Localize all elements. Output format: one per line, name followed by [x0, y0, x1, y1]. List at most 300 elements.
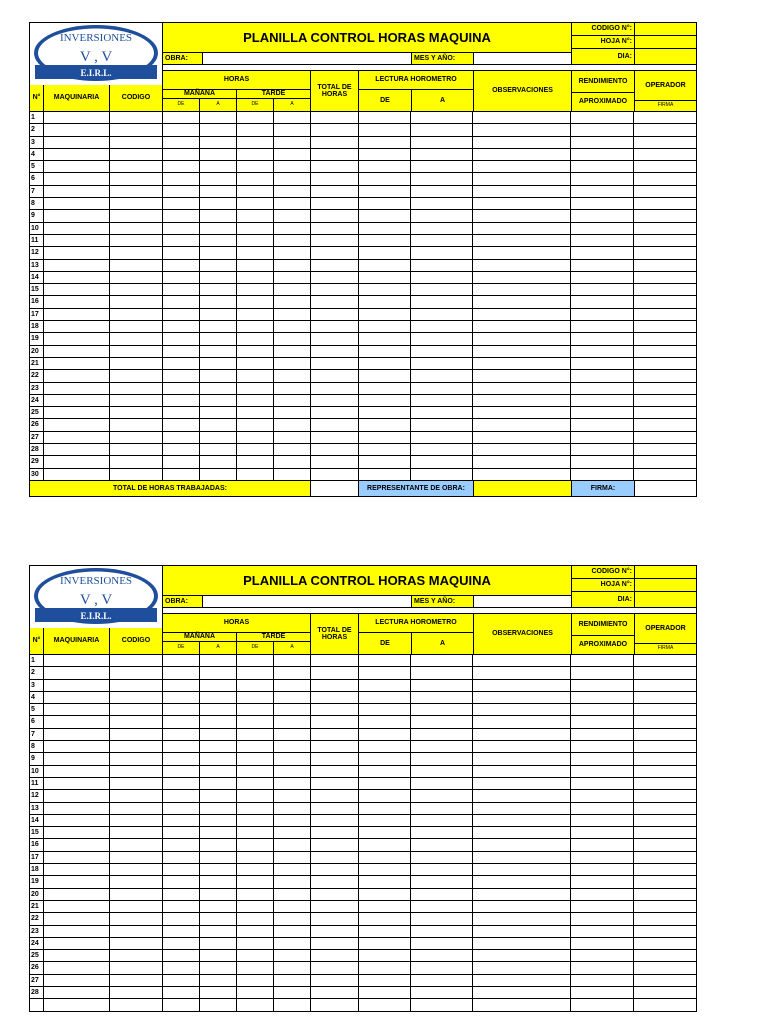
- cell-lectura-a[interactable]: [411, 766, 473, 777]
- cell-rendimiento[interactable]: [571, 272, 634, 283]
- cell-tarde-a[interactable]: [274, 987, 311, 998]
- cell-codigo[interactable]: [110, 235, 163, 246]
- cell-observaciones[interactable]: [473, 901, 571, 912]
- cell-total[interactable]: [311, 333, 359, 344]
- cell-tarde-a[interactable]: [274, 272, 311, 283]
- cell-maquinaria[interactable]: [44, 901, 110, 912]
- cell-total[interactable]: [311, 680, 359, 691]
- cell-rendimiento[interactable]: [571, 186, 634, 197]
- cell-tarde-de[interactable]: [237, 987, 274, 998]
- cell-lectura-a[interactable]: [411, 370, 473, 381]
- cell-maquinaria[interactable]: [44, 419, 110, 430]
- cell-tarde-a[interactable]: [274, 741, 311, 752]
- cell-operador[interactable]: [634, 839, 696, 850]
- cell-maquinaria[interactable]: [44, 938, 110, 949]
- cell-observaciones[interactable]: [473, 124, 571, 135]
- cell-lectura-a[interactable]: [411, 962, 473, 973]
- cell-manana-a[interactable]: [200, 815, 237, 826]
- cell-tarde-de[interactable]: [237, 766, 274, 777]
- cell-maquinaria[interactable]: [44, 235, 110, 246]
- cell-lectura-a[interactable]: [411, 864, 473, 875]
- cell-codigo[interactable]: [110, 260, 163, 271]
- cell-tarde-a[interactable]: [274, 766, 311, 777]
- cell-operador[interactable]: [634, 432, 696, 443]
- cell-observaciones[interactable]: [473, 432, 571, 443]
- cell-tarde-de[interactable]: [237, 272, 274, 283]
- cell-lectura-de[interactable]: [359, 247, 412, 258]
- cell-maquinaria[interactable]: [44, 321, 110, 332]
- cell-maquinaria[interactable]: [44, 395, 110, 406]
- cell-lectura-a[interactable]: [411, 333, 473, 344]
- cell-observaciones[interactable]: [473, 419, 571, 430]
- cell-lectura-de[interactable]: [359, 766, 412, 777]
- cell-operador[interactable]: [634, 210, 696, 221]
- cell-rendimiento[interactable]: [571, 333, 634, 344]
- cell-tarde-de[interactable]: [237, 827, 274, 838]
- cell-observaciones[interactable]: [473, 235, 571, 246]
- cell-tarde-a[interactable]: [274, 815, 311, 826]
- cell-lectura-a[interactable]: [411, 407, 473, 418]
- cell-observaciones[interactable]: [473, 926, 571, 937]
- cell-tarde-de[interactable]: [237, 655, 274, 666]
- cell-codigo[interactable]: [110, 704, 163, 715]
- cell-codigo[interactable]: [110, 173, 163, 184]
- cell-tarde-a[interactable]: [274, 333, 311, 344]
- cell-manana-de[interactable]: [163, 358, 200, 369]
- cell-total[interactable]: [311, 753, 359, 764]
- cell-operador[interactable]: [634, 296, 696, 307]
- cell-observaciones[interactable]: [473, 987, 571, 998]
- cell-lectura-de[interactable]: [359, 346, 412, 357]
- cell-manana-a[interactable]: [200, 876, 237, 887]
- cell-manana-a[interactable]: [200, 272, 237, 283]
- cell-operador[interactable]: [634, 926, 696, 937]
- cell-lectura-de[interactable]: [359, 432, 412, 443]
- cell-lectura-a[interactable]: [411, 692, 473, 703]
- cell-manana-a[interactable]: [200, 741, 237, 752]
- cell-operador[interactable]: [634, 395, 696, 406]
- cell-manana-a[interactable]: [200, 692, 237, 703]
- cell-total[interactable]: [311, 876, 359, 887]
- cell-maquinaria[interactable]: [44, 741, 110, 752]
- cell-tarde-de[interactable]: [237, 346, 274, 357]
- cell-total[interactable]: [311, 975, 359, 986]
- cell-tarde-a[interactable]: [274, 913, 311, 924]
- cell-manana-a[interactable]: [200, 173, 237, 184]
- cell-total[interactable]: [311, 198, 359, 209]
- cell-tarde-de[interactable]: [237, 999, 274, 1010]
- cell-lectura-de[interactable]: [359, 358, 412, 369]
- cell-tarde-de[interactable]: [237, 112, 274, 123]
- cell-tarde-de[interactable]: [237, 333, 274, 344]
- cell-manana-de[interactable]: [163, 839, 200, 850]
- cell-manana-de[interactable]: [163, 962, 200, 973]
- cell-tarde-de[interactable]: [237, 926, 274, 937]
- cell-codigo[interactable]: [110, 419, 163, 430]
- cell-rendimiento[interactable]: [571, 223, 634, 234]
- cell-rendimiento[interactable]: [571, 790, 634, 801]
- cell-lectura-a[interactable]: [411, 198, 473, 209]
- cell-total[interactable]: [311, 766, 359, 777]
- cell-lectura-de[interactable]: [359, 272, 412, 283]
- cell-operador[interactable]: [634, 186, 696, 197]
- cell-observaciones[interactable]: [473, 655, 571, 666]
- cell-manana-de[interactable]: [163, 852, 200, 863]
- cell-observaciones[interactable]: [473, 827, 571, 838]
- cell-maquinaria[interactable]: [44, 950, 110, 961]
- cell-maquinaria[interactable]: [44, 124, 110, 135]
- cell-manana-a[interactable]: [200, 210, 237, 221]
- cell-lectura-a[interactable]: [411, 716, 473, 727]
- cell-tarde-de[interactable]: [237, 753, 274, 764]
- cell-codigo[interactable]: [110, 667, 163, 678]
- cell-operador[interactable]: [634, 321, 696, 332]
- cell-manana-de[interactable]: [163, 124, 200, 135]
- cell-tarde-de[interactable]: [237, 186, 274, 197]
- cell-rendimiento[interactable]: [571, 901, 634, 912]
- cell-manana-de[interactable]: [163, 655, 200, 666]
- cell-tarde-de[interactable]: [237, 309, 274, 320]
- cell-maquinaria[interactable]: [44, 716, 110, 727]
- cell-operador[interactable]: [634, 901, 696, 912]
- cell-total[interactable]: [311, 149, 359, 160]
- cell-lectura-de[interactable]: [359, 987, 412, 998]
- cell-operador[interactable]: [634, 419, 696, 430]
- cell-lectura-de[interactable]: [359, 235, 412, 246]
- cell-observaciones[interactable]: [473, 962, 571, 973]
- cell-lectura-de[interactable]: [359, 741, 412, 752]
- cell-lectura-de[interactable]: [359, 383, 412, 394]
- cell-manana-a[interactable]: [200, 284, 237, 295]
- cell-operador[interactable]: [634, 284, 696, 295]
- cell-tarde-a[interactable]: [274, 778, 311, 789]
- cell-manana-a[interactable]: [200, 975, 237, 986]
- cell-maquinaria[interactable]: [44, 260, 110, 271]
- cell-maquinaria[interactable]: [44, 962, 110, 973]
- obra-field[interactable]: [203, 596, 412, 608]
- cell-lectura-a[interactable]: [411, 803, 473, 814]
- cell-manana-de[interactable]: [163, 999, 200, 1010]
- cell-codigo[interactable]: [110, 962, 163, 973]
- cell-rendimiento[interactable]: [571, 778, 634, 789]
- cell-manana-a[interactable]: [200, 296, 237, 307]
- cell-tarde-de[interactable]: [237, 296, 274, 307]
- cell-manana-de[interactable]: [163, 235, 200, 246]
- cell-total[interactable]: [311, 456, 359, 467]
- cell-manana-a[interactable]: [200, 407, 237, 418]
- cell-operador[interactable]: [634, 260, 696, 271]
- cell-lectura-de[interactable]: [359, 173, 412, 184]
- cell-lectura-a[interactable]: [411, 210, 473, 221]
- cell-observaciones[interactable]: [473, 407, 571, 418]
- cell-rendimiento[interactable]: [571, 309, 634, 320]
- cell-manana-a[interactable]: [200, 790, 237, 801]
- cell-tarde-a[interactable]: [274, 876, 311, 887]
- cell-tarde-a[interactable]: [274, 210, 311, 221]
- cell-manana-a[interactable]: [200, 729, 237, 740]
- cell-operador[interactable]: [634, 444, 696, 455]
- cell-maquinaria[interactable]: [44, 370, 110, 381]
- cell-operador[interactable]: [634, 247, 696, 258]
- cell-maquinaria[interactable]: [44, 296, 110, 307]
- cell-rendimiento[interactable]: [571, 124, 634, 135]
- dia-field[interactable]: [635, 592, 697, 608]
- cell-observaciones[interactable]: [473, 383, 571, 394]
- cell-lectura-a[interactable]: [411, 272, 473, 283]
- cell-operador[interactable]: [634, 407, 696, 418]
- cell-total[interactable]: [311, 260, 359, 271]
- cell-manana-a[interactable]: [200, 395, 237, 406]
- cell-codigo[interactable]: [110, 778, 163, 789]
- cell-manana-a[interactable]: [200, 223, 237, 234]
- hoja-field[interactable]: [635, 36, 697, 49]
- cell-rendimiento[interactable]: [571, 235, 634, 246]
- cell-rendimiento[interactable]: [571, 383, 634, 394]
- cell-tarde-de[interactable]: [237, 456, 274, 467]
- cell-tarde-a[interactable]: [274, 716, 311, 727]
- cell-rendimiento[interactable]: [571, 741, 634, 752]
- cell-lectura-a[interactable]: [411, 680, 473, 691]
- cell-codigo[interactable]: [110, 210, 163, 221]
- cell-observaciones[interactable]: [473, 444, 571, 455]
- cell-observaciones[interactable]: [473, 149, 571, 160]
- cell-manana-de[interactable]: [163, 741, 200, 752]
- cell-total[interactable]: [311, 778, 359, 789]
- cell-maquinaria[interactable]: [44, 852, 110, 863]
- cell-total[interactable]: [311, 223, 359, 234]
- cell-lectura-a[interactable]: [411, 346, 473, 357]
- cell-lectura-de[interactable]: [359, 198, 412, 209]
- cell-manana-a[interactable]: [200, 346, 237, 357]
- cell-observaciones[interactable]: [473, 395, 571, 406]
- cell-operador[interactable]: [634, 370, 696, 381]
- cell-manana-a[interactable]: [200, 137, 237, 148]
- cell-codigo[interactable]: [110, 198, 163, 209]
- cell-total[interactable]: [311, 383, 359, 394]
- cell-manana-de[interactable]: [163, 432, 200, 443]
- cell-tarde-de[interactable]: [237, 383, 274, 394]
- cell-operador[interactable]: [634, 827, 696, 838]
- cell-manana-de[interactable]: [163, 333, 200, 344]
- cell-total[interactable]: [311, 358, 359, 369]
- cell-tarde-a[interactable]: [274, 247, 311, 258]
- cell-codigo[interactable]: [110, 741, 163, 752]
- cell-tarde-de[interactable]: [237, 864, 274, 875]
- cell-tarde-a[interactable]: [274, 655, 311, 666]
- cell-operador[interactable]: [634, 889, 696, 900]
- cell-tarde-de[interactable]: [237, 741, 274, 752]
- cell-manana-a[interactable]: [200, 938, 237, 949]
- cell-manana-a[interactable]: [200, 149, 237, 160]
- cell-tarde-a[interactable]: [274, 284, 311, 295]
- cell-operador[interactable]: [634, 456, 696, 467]
- cell-lectura-a[interactable]: [411, 444, 473, 455]
- cell-operador[interactable]: [634, 815, 696, 826]
- cell-maquinaria[interactable]: [44, 692, 110, 703]
- cell-lectura-a[interactable]: [411, 321, 473, 332]
- cell-manana-de[interactable]: [163, 680, 200, 691]
- cell-manana-a[interactable]: [200, 358, 237, 369]
- cell-tarde-de[interactable]: [237, 962, 274, 973]
- cell-observaciones[interactable]: [473, 137, 571, 148]
- cell-tarde-a[interactable]: [274, 173, 311, 184]
- cell-maquinaria[interactable]: [44, 655, 110, 666]
- cell-total[interactable]: [311, 950, 359, 961]
- cell-operador[interactable]: [634, 161, 696, 172]
- representante-field[interactable]: [474, 481, 572, 496]
- cell-tarde-de[interactable]: [237, 370, 274, 381]
- cell-manana-de[interactable]: [163, 370, 200, 381]
- cell-rendimiento[interactable]: [571, 729, 634, 740]
- cell-tarde-de[interactable]: [237, 223, 274, 234]
- cell-operador[interactable]: [634, 741, 696, 752]
- cell-tarde-a[interactable]: [274, 407, 311, 418]
- cell-maquinaria[interactable]: [44, 358, 110, 369]
- cell-tarde-a[interactable]: [274, 938, 311, 949]
- cell-operador[interactable]: [634, 766, 696, 777]
- cell-rendimiento[interactable]: [571, 815, 634, 826]
- cell-operador[interactable]: [634, 950, 696, 961]
- cell-total[interactable]: [311, 444, 359, 455]
- cell-lectura-a[interactable]: [411, 999, 473, 1010]
- cell-lectura-de[interactable]: [359, 704, 412, 715]
- cell-manana-de[interactable]: [163, 876, 200, 887]
- cell-total[interactable]: [311, 655, 359, 666]
- cell-operador[interactable]: [634, 346, 696, 357]
- cell-total[interactable]: [311, 407, 359, 418]
- cell-lectura-a[interactable]: [411, 124, 473, 135]
- cell-maquinaria[interactable]: [44, 137, 110, 148]
- cell-codigo[interactable]: [110, 149, 163, 160]
- cell-tarde-a[interactable]: [274, 901, 311, 912]
- cell-operador[interactable]: [634, 309, 696, 320]
- cell-maquinaria[interactable]: [44, 210, 110, 221]
- cell-lectura-de[interactable]: [359, 950, 412, 961]
- cell-tarde-a[interactable]: [274, 370, 311, 381]
- cell-lectura-de[interactable]: [359, 889, 412, 900]
- cell-manana-de[interactable]: [163, 223, 200, 234]
- cell-observaciones[interactable]: [473, 321, 571, 332]
- cell-manana-a[interactable]: [200, 124, 237, 135]
- cell-lectura-a[interactable]: [411, 827, 473, 838]
- cell-manana-a[interactable]: [200, 680, 237, 691]
- cell-manana-a[interactable]: [200, 235, 237, 246]
- cell-observaciones[interactable]: [473, 950, 571, 961]
- cell-total[interactable]: [311, 173, 359, 184]
- cell-lectura-a[interactable]: [411, 223, 473, 234]
- cell-observaciones[interactable]: [473, 839, 571, 850]
- cell-lectura-a[interactable]: [411, 889, 473, 900]
- cell-total[interactable]: [311, 284, 359, 295]
- cell-rendimiento[interactable]: [571, 667, 634, 678]
- cell-operador[interactable]: [634, 667, 696, 678]
- cell-observaciones[interactable]: [473, 692, 571, 703]
- firma-field[interactable]: [635, 481, 696, 496]
- cell-tarde-de[interactable]: [237, 729, 274, 740]
- cell-tarde-a[interactable]: [274, 803, 311, 814]
- cell-codigo[interactable]: [110, 309, 163, 320]
- cell-rendimiento[interactable]: [571, 137, 634, 148]
- cell-observaciones[interactable]: [473, 938, 571, 949]
- cell-observaciones[interactable]: [473, 309, 571, 320]
- cell-total[interactable]: [311, 309, 359, 320]
- cell-codigo[interactable]: [110, 272, 163, 283]
- cell-rendimiento[interactable]: [571, 346, 634, 357]
- cell-lectura-de[interactable]: [359, 864, 412, 875]
- cell-rendimiento[interactable]: [571, 692, 634, 703]
- cell-lectura-a[interactable]: [411, 667, 473, 678]
- cell-lectura-de[interactable]: [359, 913, 412, 924]
- mes-field[interactable]: [474, 53, 572, 65]
- cell-observaciones[interactable]: [473, 272, 571, 283]
- cell-observaciones[interactable]: [473, 210, 571, 221]
- cell-manana-a[interactable]: [200, 419, 237, 430]
- cell-rendimiento[interactable]: [571, 803, 634, 814]
- cell-lectura-de[interactable]: [359, 444, 412, 455]
- cell-manana-a[interactable]: [200, 161, 237, 172]
- cell-manana-a[interactable]: [200, 999, 237, 1010]
- cell-operador[interactable]: [634, 913, 696, 924]
- cell-operador[interactable]: [634, 864, 696, 875]
- cell-rendimiento[interactable]: [571, 864, 634, 875]
- cell-tarde-de[interactable]: [237, 913, 274, 924]
- cell-maquinaria[interactable]: [44, 790, 110, 801]
- cell-total[interactable]: [311, 741, 359, 752]
- cell-tarde-de[interactable]: [237, 161, 274, 172]
- cell-codigo[interactable]: [110, 186, 163, 197]
- cell-lectura-a[interactable]: [411, 704, 473, 715]
- cell-manana-de[interactable]: [163, 469, 200, 480]
- cell-tarde-a[interactable]: [274, 852, 311, 863]
- cell-total[interactable]: [311, 803, 359, 814]
- cell-lectura-a[interactable]: [411, 112, 473, 123]
- cell-lectura-a[interactable]: [411, 284, 473, 295]
- cell-tarde-a[interactable]: [274, 186, 311, 197]
- cell-maquinaria[interactable]: [44, 223, 110, 234]
- cell-rendimiento[interactable]: [571, 419, 634, 430]
- cell-manana-de[interactable]: [163, 692, 200, 703]
- cell-manana-de[interactable]: [163, 260, 200, 271]
- cell-manana-de[interactable]: [163, 803, 200, 814]
- cell-operador[interactable]: [634, 235, 696, 246]
- cell-maquinaria[interactable]: [44, 815, 110, 826]
- cell-operador[interactable]: [634, 137, 696, 148]
- cell-total[interactable]: [311, 235, 359, 246]
- cell-observaciones[interactable]: [473, 469, 571, 480]
- cell-codigo[interactable]: [110, 358, 163, 369]
- cell-rendimiento[interactable]: [571, 655, 634, 666]
- cell-maquinaria[interactable]: [44, 346, 110, 357]
- cell-maquinaria[interactable]: [44, 827, 110, 838]
- cell-total[interactable]: [311, 962, 359, 973]
- cell-total[interactable]: [311, 864, 359, 875]
- cell-tarde-de[interactable]: [237, 876, 274, 887]
- cell-lectura-a[interactable]: [411, 901, 473, 912]
- cell-manana-de[interactable]: [163, 913, 200, 924]
- cell-manana-de[interactable]: [163, 284, 200, 295]
- cell-manana-de[interactable]: [163, 296, 200, 307]
- cell-tarde-de[interactable]: [237, 815, 274, 826]
- cell-manana-de[interactable]: [163, 149, 200, 160]
- cell-tarde-de[interactable]: [237, 778, 274, 789]
- cell-codigo[interactable]: [110, 852, 163, 863]
- cell-observaciones[interactable]: [473, 753, 571, 764]
- cell-observaciones[interactable]: [473, 876, 571, 887]
- cell-operador[interactable]: [634, 778, 696, 789]
- cell-observaciones[interactable]: [473, 790, 571, 801]
- cell-operador[interactable]: [634, 790, 696, 801]
- cell-codigo[interactable]: [110, 803, 163, 814]
